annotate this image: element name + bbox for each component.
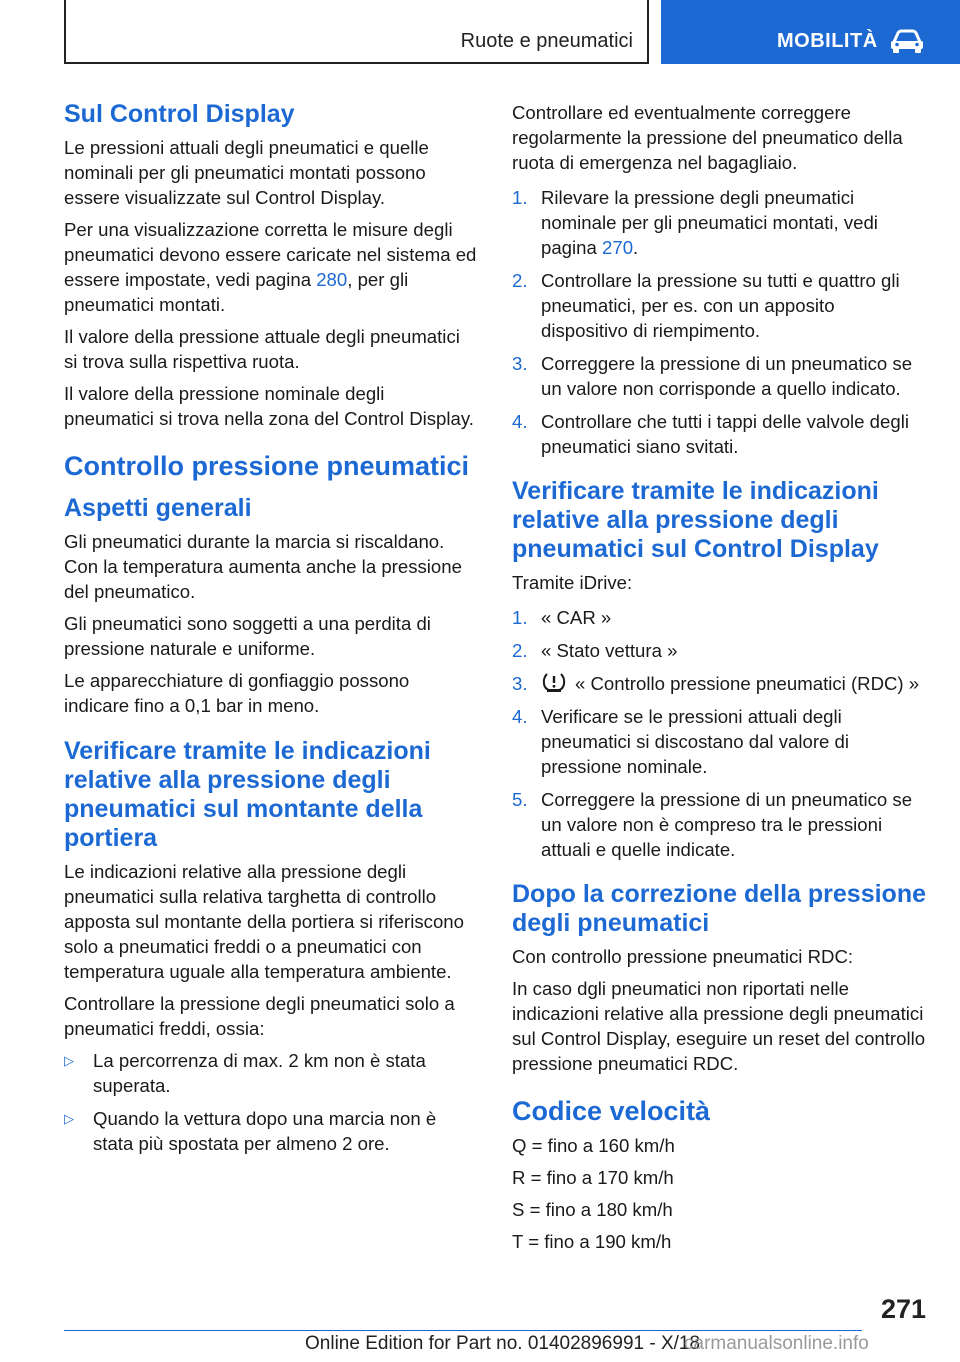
heading-verifica-control-display: Verificare tramite le indicazioni relative alla pressione degli pneumatici sul Control Display xyxy=(512,477,879,563)
list-item: 2. Controllare la pressione su tutti e quattro gli pneumatici, per es. con un apposito dispositivo di riempimento. xyxy=(512,270,900,341)
tire-pressure-warning-icon xyxy=(541,671,567,693)
list-item: 5. Correggere la pressione di un pneumatico se un valore non è compreso tra le pressioni attuali e quelle indicate. xyxy=(512,789,913,860)
page-link-280[interactable]: 280 xyxy=(316,269,348,290)
list-item: 1. « CAR » xyxy=(512,607,612,628)
paragraph: Le indicazioni relative alla pressione degli pneumatici sulla relativa targhetta di controllo apposta sul montante della portiera si riferiscono solo a pneumatici freddi o a pneumatici con temperatura uguale alla temperatura ambiente. xyxy=(64,861,464,982)
paragraph: Il valore della pressione nominale degli pneumatici si trova nella zona del Control Display. xyxy=(64,383,474,429)
heading-controllo-pressione: Controllo pressione pneumatici xyxy=(64,451,470,481)
numbered-list xyxy=(512,185,926,459)
chapter-tab xyxy=(661,0,960,64)
paragraph: Le pressioni attuali degli pneumatici e quelle nominali per gli pneumatici montati possono essere visualizzate sul Control Display. xyxy=(64,137,429,208)
left-column xyxy=(64,100,478,1164)
heading-aspetti-generali: Aspetti generali xyxy=(64,494,252,522)
list-item: ▷ Quando la vettura dopo una marcia non è stata più spostata per almeno 2 ore. xyxy=(64,1108,437,1154)
speed-code: S = fino a 180 km/h xyxy=(512,1199,673,1220)
heading-dopo-correzione: Dopo la correzione della pressione degli pneumatici xyxy=(512,880,927,937)
footer-divider xyxy=(64,1330,862,1331)
bullet-icon: ▷ xyxy=(64,1053,74,1068)
list-item: 4. Controllare che tutti i tappi delle valvole degli pneumatici siano svitati. xyxy=(512,411,909,457)
paragraph: Per una visualizzazione corretta le misure degli pneumatici devono essere caricate nel sistema ed essere impostate, vedi pagina 280, per gli pneumatici montati. xyxy=(64,219,477,315)
running-header xyxy=(64,0,649,64)
paragraph: Le apparecchiature di gonfiaggio possono indicare fino a 0,1 bar in meno. xyxy=(64,670,410,716)
paragraph: Con controllo pressione pneumatici RDC: xyxy=(512,946,854,967)
speed-code: R = fino a 170 km/h xyxy=(512,1167,674,1188)
list-item: 2. « Stato vettura » xyxy=(512,640,678,661)
heading-codice-velocita: Codice velocità xyxy=(512,1096,711,1126)
paragraph: Gli pneumatici durante la marcia si riscaldano. Con la temperatura aumenta anche la pressione del pneumatico. xyxy=(64,531,462,602)
numbered-list xyxy=(512,605,926,862)
bullet-icon: ▷ xyxy=(64,1111,74,1126)
heading-control-display: Sul Control Display xyxy=(64,100,295,128)
car-icon xyxy=(889,28,925,54)
speed-code: T = fino a 190 km/h xyxy=(512,1231,672,1252)
paragraph: In caso dgli pneumatici non riportati nelle indicazioni relative alla pressione degli pneumatici sul Control Display, eseguire un reset del controllo pressione pneumatici RDC. xyxy=(512,978,926,1074)
list-item: 3. Correggere la pressione di un pneumatico se un valore non corrisponde a quello indicato. xyxy=(512,353,913,399)
list-item: 4. Verificare se le pressioni attuali degli pneumatici si discostano dal valore di pressione nominale. xyxy=(512,706,849,777)
page-link-270[interactable]: 270 xyxy=(602,237,634,258)
edition-label: Online Edition for Part no. 01402896991 - X/18 xyxy=(305,1333,701,1354)
chapter-title: MOBILITÀ xyxy=(777,30,878,52)
paragraph: Controllare la pressione degli pneumatici solo a pneumatici freddi, ossia: xyxy=(64,993,455,1039)
right-column xyxy=(512,100,926,1261)
paragraph: Controllare ed eventualmente correggere regolarmente la pressione del pneumatico della ruota di emergenza nel bagagliaio. xyxy=(512,102,903,173)
paragraph: Il valore della pressione attuale degli pneumatici si trova sulla rispettiva ruota. xyxy=(64,326,460,372)
list-item: 1. Rilevare la pressione degli pneumatici nominale per gli pneumatici montati, vedi pagina 270. xyxy=(512,187,878,258)
bullet-list xyxy=(64,1048,478,1156)
paragraph: Tramite iDrive: xyxy=(512,572,633,593)
heading-montante-portiera: Verificare tramite le indicazioni relative alla pressione degli pneumatici sul montante della portiera xyxy=(64,737,431,852)
list-item: 3. « Controllo pressione pneumatici (RDC) » xyxy=(512,673,920,694)
page-number: 271 xyxy=(880,1294,926,1324)
watermark: carmanualsonline.info xyxy=(684,1333,869,1354)
list-item: ▷ La percorrenza di max. 2 km non è stata superata. xyxy=(64,1050,426,1096)
speed-code: Q = fino a 160 km/h xyxy=(512,1135,675,1156)
section-title: Ruote e pneumatici xyxy=(460,30,633,52)
paragraph: Gli pneumatici sono soggetti a una perdita di pressione naturale e uniforme. xyxy=(64,613,431,659)
